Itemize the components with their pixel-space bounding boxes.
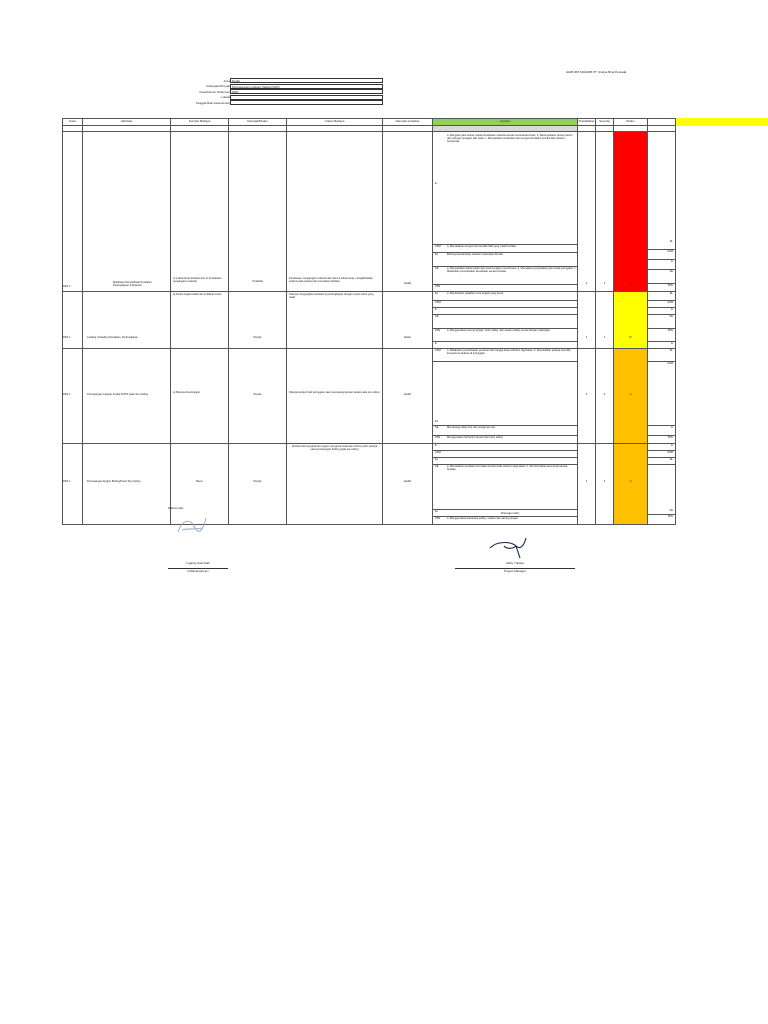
header-label-location: Lokasi <box>221 95 230 100</box>
row-probability: 2 <box>585 336 588 339</box>
table-row <box>63 292 676 349</box>
side-tag: EL <box>669 240 673 243</box>
col-header-description: Uraian Bahaya <box>287 119 383 126</box>
row-impact: People <box>253 336 262 339</box>
control-tag: PPE <box>435 436 441 439</box>
col-header-activity: Aktivitas <box>83 119 171 126</box>
row-description: Pekerja mengangkat peralatan & perlengkapan dengan posisi tubuh yang salah <box>289 293 374 300</box>
side-tag: EL <box>669 349 673 352</box>
row-risk-level: H <box>629 393 632 396</box>
control-tag: EL <box>435 458 439 461</box>
table-header-row <box>63 119 676 126</box>
header-value-area[interactable]: Detail <box>230 78 383 83</box>
risk-assessment-table <box>62 118 676 525</box>
col-header-code: Kode <box>63 119 83 126</box>
row-code: PE3 C <box>63 336 71 339</box>
row-severity: 3 <box>603 393 606 396</box>
control-tag: ADM <box>435 451 441 454</box>
control-text: a. Memastikan pengemudi memiliki SIM yang masih berlaku <box>447 245 517 248</box>
row-activity: Pemasangan Angkur Bolting/Fixed Top Ceiling <box>87 480 141 483</box>
side-tag: E <box>671 444 673 447</box>
row-affected: Safety <box>403 336 412 339</box>
control-text: a. Memberikan pelatihan cara angkat yang benar <box>447 292 504 295</box>
col-header-severity: Severity <box>596 119 614 126</box>
side-tag: ADM <box>648 249 675 259</box>
col-header-affected: Dampak terhadap <box>383 119 433 126</box>
control-tag: PPE <box>435 285 441 288</box>
row-impact: Tertabrak <box>252 280 263 283</box>
row-hazard: a) Lokasi kerja terbatas dan b) Kendaraan pengangkut material <box>173 277 222 284</box>
side-tag: PPE <box>648 435 675 443</box>
control-text: a. Menggunakan kacamata safety, masker dan sarung tangan <box>447 517 519 520</box>
control-tag: SE <box>435 426 439 429</box>
control-text: a. Menyediakan lokasi parkir dan area bongkar muat khusus. b. Memasang penghalang dan tanda peringatan. c. Melakukan pemeriksaan kendaraan secara berkala. <box>447 267 577 274</box>
signature-right-image <box>486 532 532 560</box>
col-header-impact: Dampak/Risiko <box>229 119 287 126</box>
control-tag: EL <box>435 420 439 423</box>
signature-left-caption: Dibuat oleh, <box>168 507 185 510</box>
side-tag: PPE <box>648 283 675 290</box>
row-description: Kendaraan mengangkut material dari dan ke lokasi kerja, mengakibatkan cedera pada pekerja dan kerusakan fasilitas <box>289 277 373 284</box>
side-tag: SE <box>648 464 675 514</box>
signature-left-role: (HSE Engineer) <box>187 570 209 573</box>
control-tag: EL <box>435 253 439 256</box>
control-tag: E <box>435 444 437 447</box>
header-value-doc[interactable]: 0001 <box>230 89 383 94</box>
side-tag: ADM <box>648 361 675 425</box>
control-text: a. Melakukan pemeriksaan perancah dan tangga kerja sebelum digunakan. b. Memastikan pekerja memiliki kompetensi bekerja di ketinggian. <box>447 349 571 356</box>
control-text: Briefing keselamatan sebelum pekerjaan dimulai <box>447 253 503 256</box>
control-tag: EL <box>435 510 439 513</box>
signature-right-caption: Disetujui oleh, <box>501 512 520 515</box>
col-header-probability: Probabilitas <box>578 119 596 126</box>
row-activity: Loading Unloading Peralatan, Perlengkapan <box>87 336 138 339</box>
row-affected: Health <box>403 282 412 285</box>
side-tag: ADM <box>648 450 675 457</box>
control-text: Menggunakan full body harness dan helm safety <box>447 436 503 439</box>
control-text: a. Mengatur jalur keluar masuk kendaraan material sesuai rencana lalu lintas. b. Menempatkan rambu-rambu dan petugas pengatur lalu lintas. c. Memastikan kendaraan dan pengemudi dalam kondisi laik sebelum beroperasi. <box>447 134 573 144</box>
col-header-hazard: Sumber Bahaya <box>171 119 229 126</box>
header-row-project <box>110 84 383 90</box>
header-label-area: Area <box>223 78 230 83</box>
row-description: Serbuk hasil pengeboran angkur mengenai mata dan terhirup oleh pekerja saat pemasangan bolting pada top ceiling <box>291 445 378 452</box>
control-tag: ADM <box>435 301 441 304</box>
row-risk-level: H <box>629 282 632 285</box>
side-tag: ADM <box>648 300 675 307</box>
control-text: Memasang safety line dan pengaman tepi <box>447 426 496 429</box>
control-text: a. Memastikan peralatan bor dalam kondisi baik sebelum digunakan. b. Membersihkan area kerja secara berkala. <box>447 465 568 472</box>
row-impact: People <box>253 480 262 483</box>
header-value-location[interactable] <box>230 95 383 100</box>
row-hazard: Bocor <box>196 480 203 483</box>
side-tag: EL <box>648 457 675 464</box>
header-value-date[interactable] <box>230 100 383 105</box>
row-code: PE3 C <box>63 393 71 396</box>
side-tag: PPE <box>648 328 675 341</box>
header-label-project: Pekerjaan/Proyek <box>206 84 230 89</box>
table-row <box>63 132 676 292</box>
row-severity: 3 <box>603 480 606 483</box>
header-row-doc <box>110 89 383 95</box>
control-tag: ADM <box>435 245 441 248</box>
control-tag: E <box>435 308 437 311</box>
row-activity: Pemasangan Lapisan Kedap FGPS pada Top Ceiling <box>87 393 149 396</box>
control-tag: SE <box>435 267 439 270</box>
row-probability: 2 <box>585 480 588 483</box>
header-row-location <box>110 95 383 101</box>
row-risk-level: H <box>629 480 632 483</box>
header-value-project[interactable]: Pemasangan Lapisan Kedap FGPS <box>230 84 383 89</box>
side-tag: SE <box>648 269 675 283</box>
row-severity: 4 <box>603 282 606 285</box>
control-tag: ADM <box>435 349 441 352</box>
side-tag: PPE <box>648 514 675 522</box>
row-description: Pekerja terjatuh dari ketinggian saat memasang lapisan kedap pada top ceiling <box>289 391 380 394</box>
row-affected: Health <box>403 393 412 396</box>
header-label-doc: Kode/Nomor Dokumen <box>199 89 230 94</box>
side-tag: E <box>648 259 675 269</box>
side-tag: E <box>648 425 675 435</box>
row-risk-level: M <box>629 336 632 339</box>
control-tag: E <box>435 182 437 185</box>
row-severity: 2 <box>603 336 606 339</box>
control-text: a. Menggunakan sarung tangan, helm safety, dan sepatu safety sesuai dengan pekerjaan <box>447 329 550 332</box>
row-impact: People <box>253 393 262 396</box>
col-header-risk: Risiko <box>614 119 648 126</box>
control-tag: SE <box>435 315 439 318</box>
header-label-date: Tanggal Risk Assessment <box>195 100 230 105</box>
control-tag: PPE <box>435 517 441 520</box>
control-tag: PPE <box>435 329 441 332</box>
signature-left-name: Ingardy Ananthafi <box>186 562 210 565</box>
row-hazard: a) Bekerja di ketinggian <box>173 391 201 394</box>
side-tag: SE <box>648 314 675 328</box>
row-code: PE3 C <box>63 480 71 483</box>
side-tag: E <box>648 341 675 348</box>
row-code: PE3 C <box>63 284 71 288</box>
control-tag: EL <box>435 292 439 295</box>
table-row <box>63 349 676 444</box>
yellow-highlight-bar <box>676 118 768 126</box>
signature-right-name: Eddy Yulistia <box>506 562 524 565</box>
control-tag: E <box>435 342 437 345</box>
signature-left-image <box>172 512 212 538</box>
row-hazard: a) Posisi angkat salah dan b) Beban berat <box>173 293 222 296</box>
header-fields <box>110 78 383 106</box>
control-tag: SE <box>435 465 439 468</box>
side-tag: EL <box>669 292 673 295</box>
side-tag: E <box>648 307 675 314</box>
row-probability: 2 <box>585 282 588 285</box>
row-activity: Mobilisasi Demobilisasi Peralatan, Perlengkapan & Material <box>113 280 153 287</box>
row-probability: 3 <box>585 393 588 396</box>
col-header-controls: Kontrol <box>433 119 578 126</box>
header-row-date <box>110 100 383 106</box>
col-header-blank <box>648 119 676 126</box>
document-reference: HHIB 005 SIGN/DB PT. Sindya Bina Persada <box>566 71 627 74</box>
signature-right-role: Project Manager <box>503 570 526 573</box>
table-row <box>63 444 676 525</box>
header-row-area <box>110 78 383 84</box>
row-affected: Health <box>403 480 412 483</box>
